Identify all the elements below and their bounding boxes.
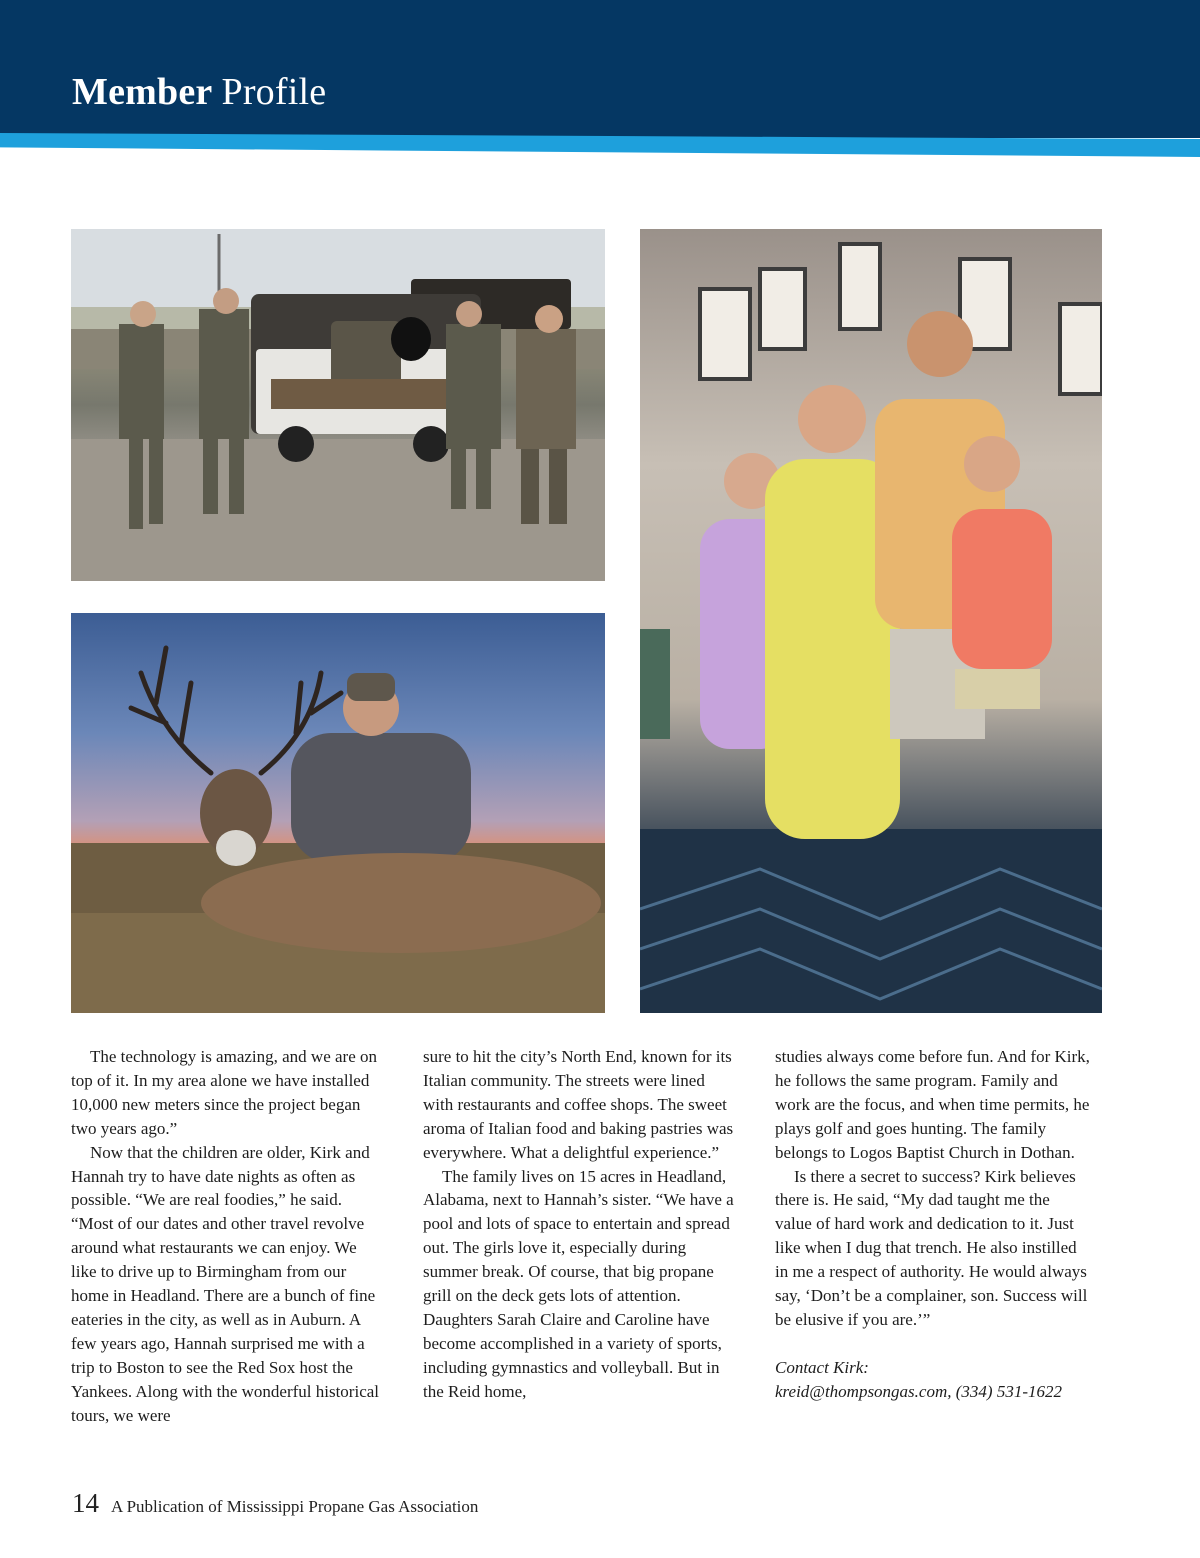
family-photo [640,229,1102,1013]
article-column-3 [775,1045,1090,1404]
section-title-bold: Member [72,71,212,113]
article-paragraph: Now that the children are older, Kirk and Hannah try to have date nights as often as possible. “We are real foodies,” he said. “Most of our dates and other travel revolve around what restaurants we can enjoy. We like to drive up to Birmingham from our home in Headland. There are a bunch of fine eateries in the city, as well as in Auburn. A few years ago, Hannah surprised me with a trip to Boston to see the Red Sox host the Yankees. Along with the wonderful historical tours, we were [71,1142,380,1425]
hunting-group-photo [71,229,605,581]
contact-label: Contact Kirk: [775,1357,869,1377]
article-column-2 [423,1045,738,1404]
page-number: 14 [72,1488,99,1518]
publication-credit: A Publication of Mississippi Propane Gas Association [111,1497,479,1516]
article-paragraph: Is there a secret to success? Kirk believes there is. He said, “My dad taught me the value of hard work and dedication to it. Just like when I dug that trench. He also instilled in me a respect of authority. He would always say, ‘Don’t be a complainer, son. Success will be elusive if you are.’” [775,1166,1088,1329]
article-paragraph: studies always come before fun. And for Kirk, he follows the same program. Family and work are the focus, and when time permits, he plays golf and goes hunting. The family belongs to Logos Baptist Church in Dothan. [775,1047,1090,1162]
contact-info[interactable]: kreid@thompsongas.com, (334) 531-1622 [775,1381,1062,1401]
article-paragraph: sure to hit the city’s North End, known for its Italian community. The streets were lined with restaurants and coffee shops. The sweet aroma of Italian food and baking pastries was everywhere. What a delightful experience.” [423,1047,734,1162]
deer-hunter-photo [71,613,605,1013]
header-banner [0,0,1200,138]
article-column-1 [71,1045,386,1428]
article-paragraph: The family lives on 15 acres in Headland, Alabama, next to Hannah’s sister. “We have a pool and lots of space to entertain and spread out. The girls love it, especially during summer break. Of course, that big propane grill on the deck gets lots of attention. Daughters Sarah Claire and Caroline have become accomplished in a variety of sports, including gymnastics and volleyball. But in the Reid home, [423,1166,734,1401]
article-paragraph: The technology is amazing, and we are on top of it. In my area alone we have installed 10,000 new meters since the project began two years ago.” [71,1047,378,1138]
page-footer [72,1488,478,1522]
section-title-light: Profile [221,71,327,113]
section-title [72,70,326,114]
